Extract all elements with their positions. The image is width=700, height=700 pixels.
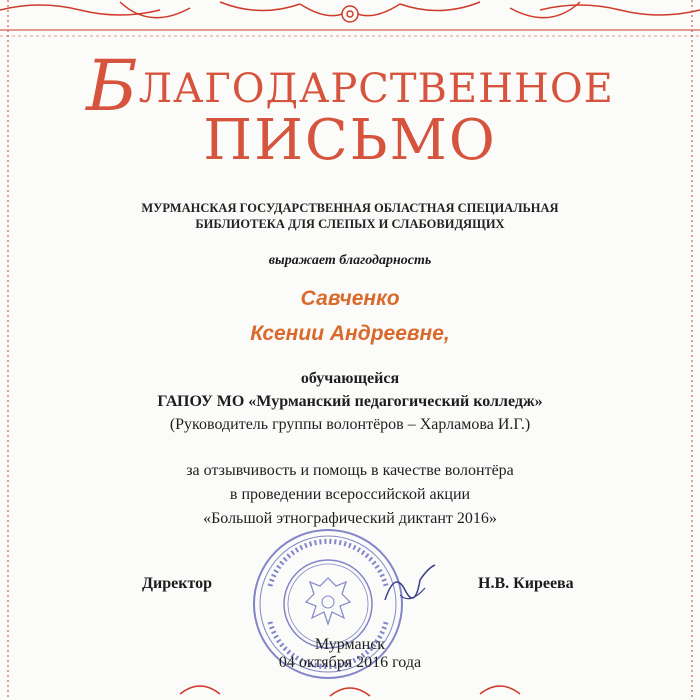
- top-ornament-border: [0, 0, 700, 42]
- organization-name: [90, 200, 610, 232]
- reason-line3: «Большой этнографический диктант 2016»: [203, 510, 497, 527]
- recipient-surname: Савченко: [300, 287, 400, 310]
- issue-date: 04 октября 2016 года: [278, 654, 422, 671]
- organization-line1: МУРМАНСКАЯ ГОСУДАРСТВЕННАЯ ОБЛАСТНАЯ СПЕЦИАЛЬНАЯ: [141, 201, 559, 215]
- organization-line2: БИБЛИОТЕКА ДЛЯ СЛЕПЫХ И СЛАБОВИДЯЩИХ: [195, 217, 505, 231]
- title-line2: ПИСЬМО: [203, 108, 497, 173]
- director-name: Н.В. Киреева: [478, 575, 574, 592]
- title-initial: Б: [86, 45, 139, 127]
- expresses-gratitude: выражает благодарность: [268, 253, 432, 268]
- student-label: обучающейся: [300, 370, 400, 387]
- reason-line2: в проведении всероссийской акции: [229, 486, 471, 503]
- reason-line1: за отзывчивость и помощь в качестве волонтёра: [186, 462, 514, 479]
- director-signature: [380, 560, 440, 610]
- director-label: Директор: [142, 575, 212, 592]
- city: Мурманск: [314, 636, 386, 653]
- group-leader-note: (Руководитель группы волонтёров – Харламова И.Г.): [169, 416, 531, 433]
- recipient-given-names: Ксении Андреевне,: [250, 322, 450, 345]
- title-line1-rest: ЛАГОДАРСТВЕННОЕ: [138, 66, 614, 112]
- institution-name: ГАПОУ МО «Мурманский педагогический колледж»: [157, 393, 543, 410]
